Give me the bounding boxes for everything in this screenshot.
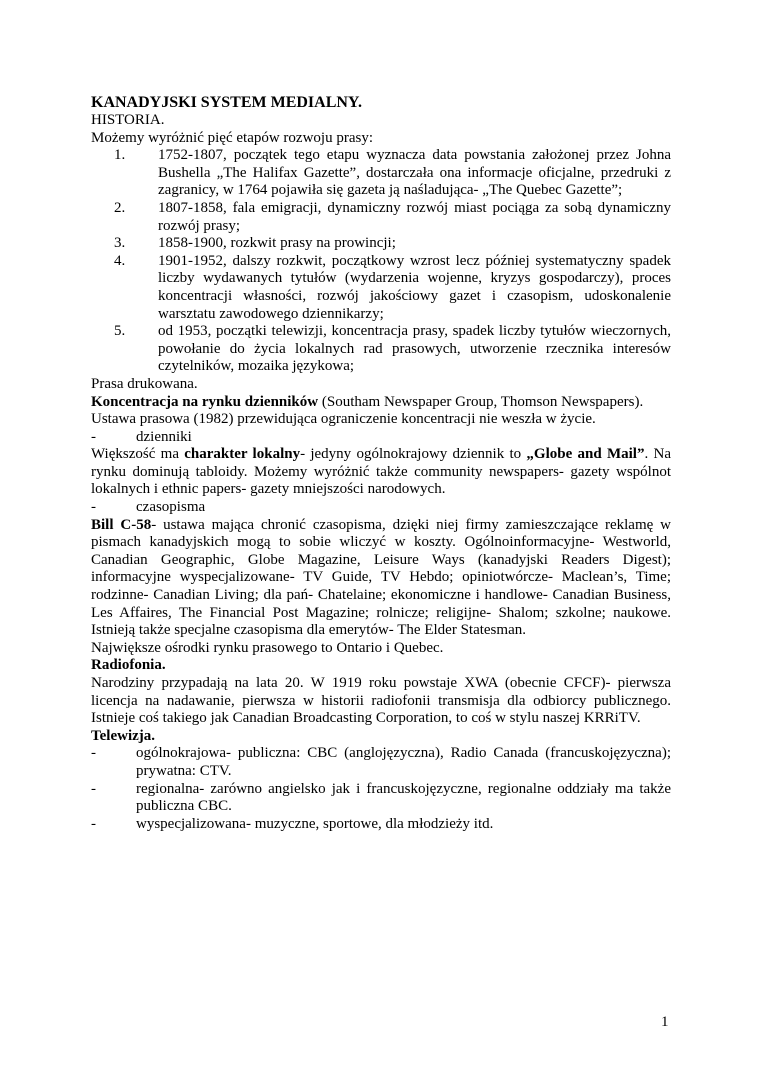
magazines-text: - ustawa mająca chronić czasopisma, dzięki niej firmy zamieszczające reklamę w pismach kanadyjskich mogą to sobie wliczyć w koszty. Ogólnoinformacyjne- Westworld, Canadian Geographic, Globe Magazine, Leisure Ways (kanadyjski Readers Digest); informacyjne wyspecjalizowane- TV Guide, TV Hebdo; opiniotwórcze- Maclean’s, Time; rodzinne- Canadian Living; dla pań- Chatelaine; ekonomiczne i handlowe- Canadian Business, Les Affaires, The Financial Post Magazine; rolnicze; religijne- Shalom; szkolne; naukowe. Istnieją także specjalne czasopisma dla emerytów- The Elder Statesman. [91,516,671,639]
radio-heading-text: Radiofonia. [91,657,166,674]
list-item-number: 2. [114,199,126,216]
press-law: Ustawa prasowa (1982) przewidująca ograniczenie koncentracji nie weszła w życie. [91,411,596,428]
list-item-number: 3. [114,235,126,252]
dash-marker: - [91,428,96,445]
dailies-bold-1: charakter lokalny [184,446,301,463]
dailies-paragraph [91,446,671,499]
list-item-text: wyspecjalizowana- muzyczne, sportowe, dla młodzieży itd. [136,815,494,832]
press-centers: Największe ośrodki rynku prasowego to Ontario i Quebec. [91,639,444,656]
dash-marker: - [91,499,96,516]
list-item [91,745,671,780]
list-item-text: 1858-1900, rozkwit prasy na prowincji; [158,235,396,252]
tv-heading-text: Telewizja. [91,727,156,744]
dailies-text-2: - jedyny ogólnokrajowy dziennik to [300,446,527,463]
dailies-list [91,429,671,447]
list-item [91,499,671,517]
dailies-text-3: . Na rynku dominują tabloidy. Możemy wyróżnić także community newspapers- gazety wspólnot lokalnych i ethnic papers- gazety mniejszości narodowych. [91,446,671,498]
magazines-paragraph [91,517,671,640]
list-item-text: 1807-1858, fala emigracji, dynamiczny rozwój miast pociąga za sobą dynamiczny rozwój prasy; [158,199,671,234]
list-item [91,200,671,235]
dailies-bold-2: „Globe and Mail” [526,446,645,463]
dailies-text-1: Większość ma [91,446,185,463]
radio-paragraph: Narodziny przypadają na lata 20. W 1919 roku powstaje XWA (obecnie CFCF)- pierwsza licencja na nadawanie, pierwsza w historii radiofonii transmisja dla odbiorcy publicznego. Istnieje coś takiego jak Canadian Broadcasting Corporation, to coś w stylu naszej KRRiTV. [91,675,671,727]
list-item-number: 1. [114,147,126,164]
list-item-number: 4. [114,252,126,269]
list-item [91,147,671,200]
magazines-bold: Bill C-58 [91,516,152,533]
list-item-text: regionalna- zarówno angielsko jak i francuskojęzyczne, regionalne oddziały ma także publiczna CBC. [136,780,671,815]
stages-list [91,147,671,376]
tv-heading [91,728,671,746]
press-heading: Prasa drukowana. [91,375,198,392]
press-concentration-rest: (Southam Newspaper Group, Thomson Newspapers). [318,393,644,410]
press-concentration-bold: Koncentracja na rynku dzienników [91,393,319,410]
list-item [91,253,671,323]
list-item-text: 1901-1952, dalszy rozkwit, początkowy wzrost lecz później systematyczny spadek liczby wydawanych tytułów (wydarzenia wojenne, kryzys gospodarczy), proces koncentracji własności, rozwój jakościowy gazet i czasopism, udoskonalenie warsztatu zawodowego dziennikarzy; [158,252,671,322]
dash-marker: - [91,745,96,762]
document-title: KANADYJSKI SYSTEM MEDIALNY. [91,94,363,111]
list-item-text: 1752-1807, początek tego etapu wyznacza data powstania założonej przez Johna Bushella „The Halifax Gazette”, dostarczała ona informacje oficjalne, przedruki z zagranicy, w 1764 pojawiła się gazeta ją naśladująca- „The Quebec Gazette”; [158,147,671,199]
list-item [91,429,671,447]
dailies-label: dzienniki [136,428,192,445]
magazines-label: czasopisma [136,499,206,516]
history-intro: Możemy wyróżnić pięć etapów rozwoju prasy: [91,129,373,146]
magazines-list [91,499,671,517]
page-number: 1 [661,1014,669,1030]
list-item [91,816,671,834]
document-content [91,94,671,833]
history-heading: HISTORIA. [91,112,165,128]
list-item [91,781,671,816]
list-item-text: ogólnokrajowa- publiczna: CBC (anglojęzyczna), Radio Canada (francuskojęzyczna); prywatna: CTV. [136,745,671,779]
radio-heading [91,657,671,675]
press-concentration [91,394,671,412]
dash-marker: - [91,815,96,832]
tv-list [91,745,671,833]
dash-marker: - [91,780,96,797]
list-item [91,235,671,253]
list-item-text: od 1953, początki telewizji, koncentracja prasy, spadek liczby tytułów wieczornych, powołanie do życia lokalnych rad prasowych, utworzenie rzecznika interesów czytelników, mozaika językowa; [158,323,671,375]
list-item-number: 5. [114,323,126,340]
list-item [91,323,671,376]
